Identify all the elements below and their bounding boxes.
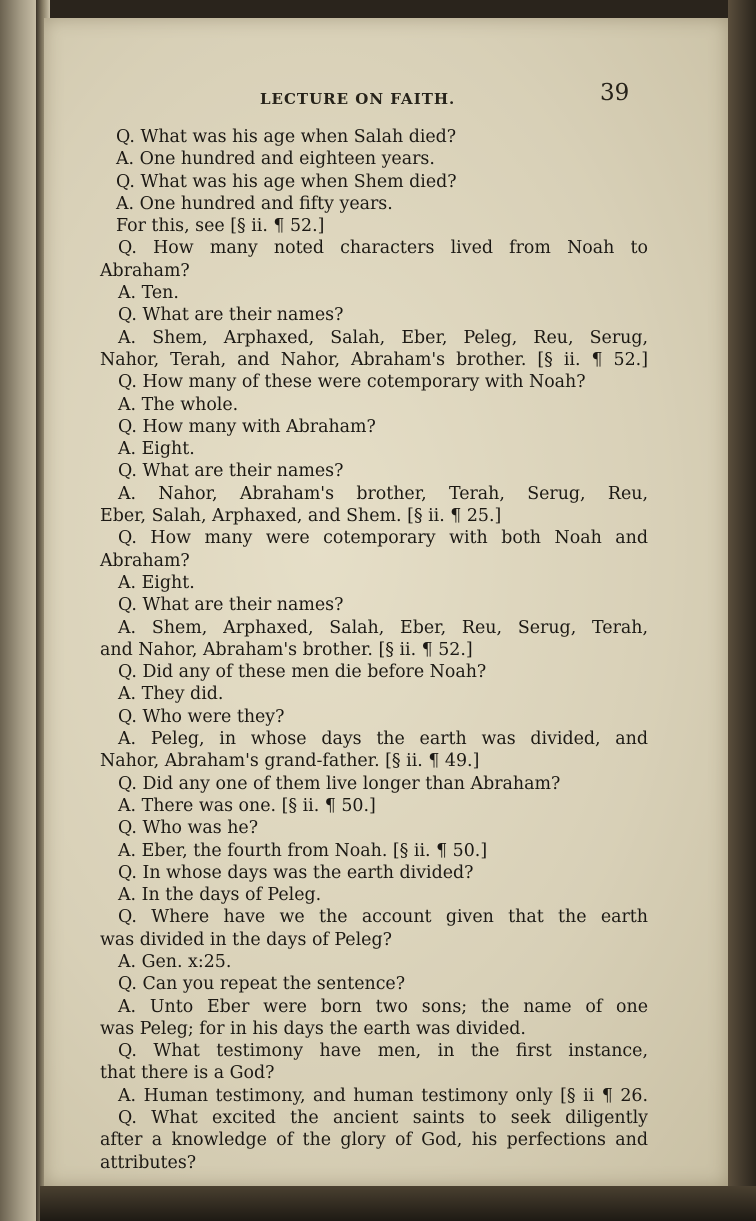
text-line: was divided in the days of Peleg?	[100, 929, 392, 950]
text-line: Eber, Salah, Arphaxed, and Shem. [§ ii. ¶ 25.]	[100, 506, 502, 527]
text-line: Q. What are their names?	[118, 595, 344, 616]
text-line: Q. Can you repeat the sentence?	[118, 974, 406, 995]
text-line: Q. Where have we the account given that the earth	[118, 907, 648, 928]
book-bottom-edge	[40, 1186, 756, 1221]
text-line: A. Eber, the fourth from Noah. [§ ii. ¶ 50.]	[118, 840, 488, 861]
facing-page-edge	[0, 0, 40, 1221]
text-line: Nahor, Abraham's grand-father. [§ ii. ¶ 49.]	[100, 751, 480, 772]
text-line: A. One hundred and eighteen years.	[116, 149, 435, 170]
text-line: A. In the days of Peleg.	[118, 885, 322, 906]
text-line: attributes?	[100, 1152, 197, 1173]
text-line: A. One hundred and fifty years.	[116, 193, 393, 214]
text-line: Q. What was his age when Shem died?	[116, 171, 457, 192]
text-line: A. Eight.	[118, 439, 195, 460]
text-line: Q. Did any of these men die before Noah?	[118, 662, 487, 683]
text-line: that there is a God?	[100, 1063, 275, 1084]
text-line: Q. How many with Abraham?	[118, 416, 376, 437]
text-line: after a knowledge of the glory of God, his perfections and	[100, 1130, 648, 1151]
text-line: Q. How many noted characters lived from Noah to	[118, 238, 648, 259]
text-line: Q. How many were cotemporary with both Noah and	[118, 528, 648, 549]
running-head: LECTURE ON FAITH.	[260, 90, 456, 108]
text-line: For this, see [§ ii. ¶ 52.]	[116, 216, 325, 237]
text-line: A. Shem, Arphaxed, Salah, Eber, Reu, Serug, Terah,	[118, 617, 648, 638]
text-line: A. Eight.	[118, 572, 195, 593]
text-line: Q. What was his age when Salah died?	[116, 127, 457, 147]
catechism-text	[100, 126, 648, 1174]
text-line: A. There was one. [§ ii. ¶ 50.]	[118, 795, 376, 816]
text-line: A. Gen. x:25.	[118, 951, 232, 972]
text-line: Q. Who was he?	[118, 818, 259, 839]
text-line: Q. What are their names?	[118, 461, 344, 482]
text-line: and Nahor, Abraham's brother. [§ ii. ¶ 52.]	[100, 639, 473, 660]
text-line: A. Shem, Arphaxed, Salah, Eber, Peleg, Reu, Serug,	[118, 327, 648, 348]
book-cover-edge	[728, 0, 756, 1221]
text-line: A. Nahor, Abraham's brother, Terah, Serug, Reu,	[118, 483, 648, 504]
text-line: was Peleg; for in his days the earth was divided.	[100, 1018, 526, 1039]
page-header	[60, 60, 640, 108]
text-line: Q. In whose days was the earth divided?	[118, 862, 474, 883]
text-line: A. Peleg, in whose days the earth was divided, and	[118, 729, 648, 750]
text-line: A. The whole.	[118, 394, 239, 415]
text-line: A. Human testimony, and human testimony only [§ ii ¶ 26.	[118, 1085, 648, 1106]
text-line: A. Ten.	[118, 283, 179, 304]
text-line: Abraham?	[100, 260, 190, 281]
text-line: Q. What testimony have men, in the first instance,	[118, 1041, 648, 1062]
text-line: A. They did.	[118, 684, 224, 705]
text-line: Abraham?	[100, 550, 190, 571]
page-number: 39	[600, 80, 630, 106]
text-line: A. Unto Eber were born two sons; the name of one	[118, 996, 648, 1017]
text-line: Nahor, Terah, and Nahor, Abraham's brother. [§ ii. ¶ 52.]	[100, 349, 648, 370]
text-line: Q. Did any one of them live longer than Abraham?	[118, 773, 561, 794]
text-line: Q. What excited the ancient saints to seek diligently	[118, 1108, 648, 1129]
text-line: Q. How many of these were cotemporary with Noah?	[118, 372, 586, 393]
text-line: Q. What are their names?	[118, 305, 344, 326]
text-line: Q. Who were they?	[118, 706, 285, 727]
